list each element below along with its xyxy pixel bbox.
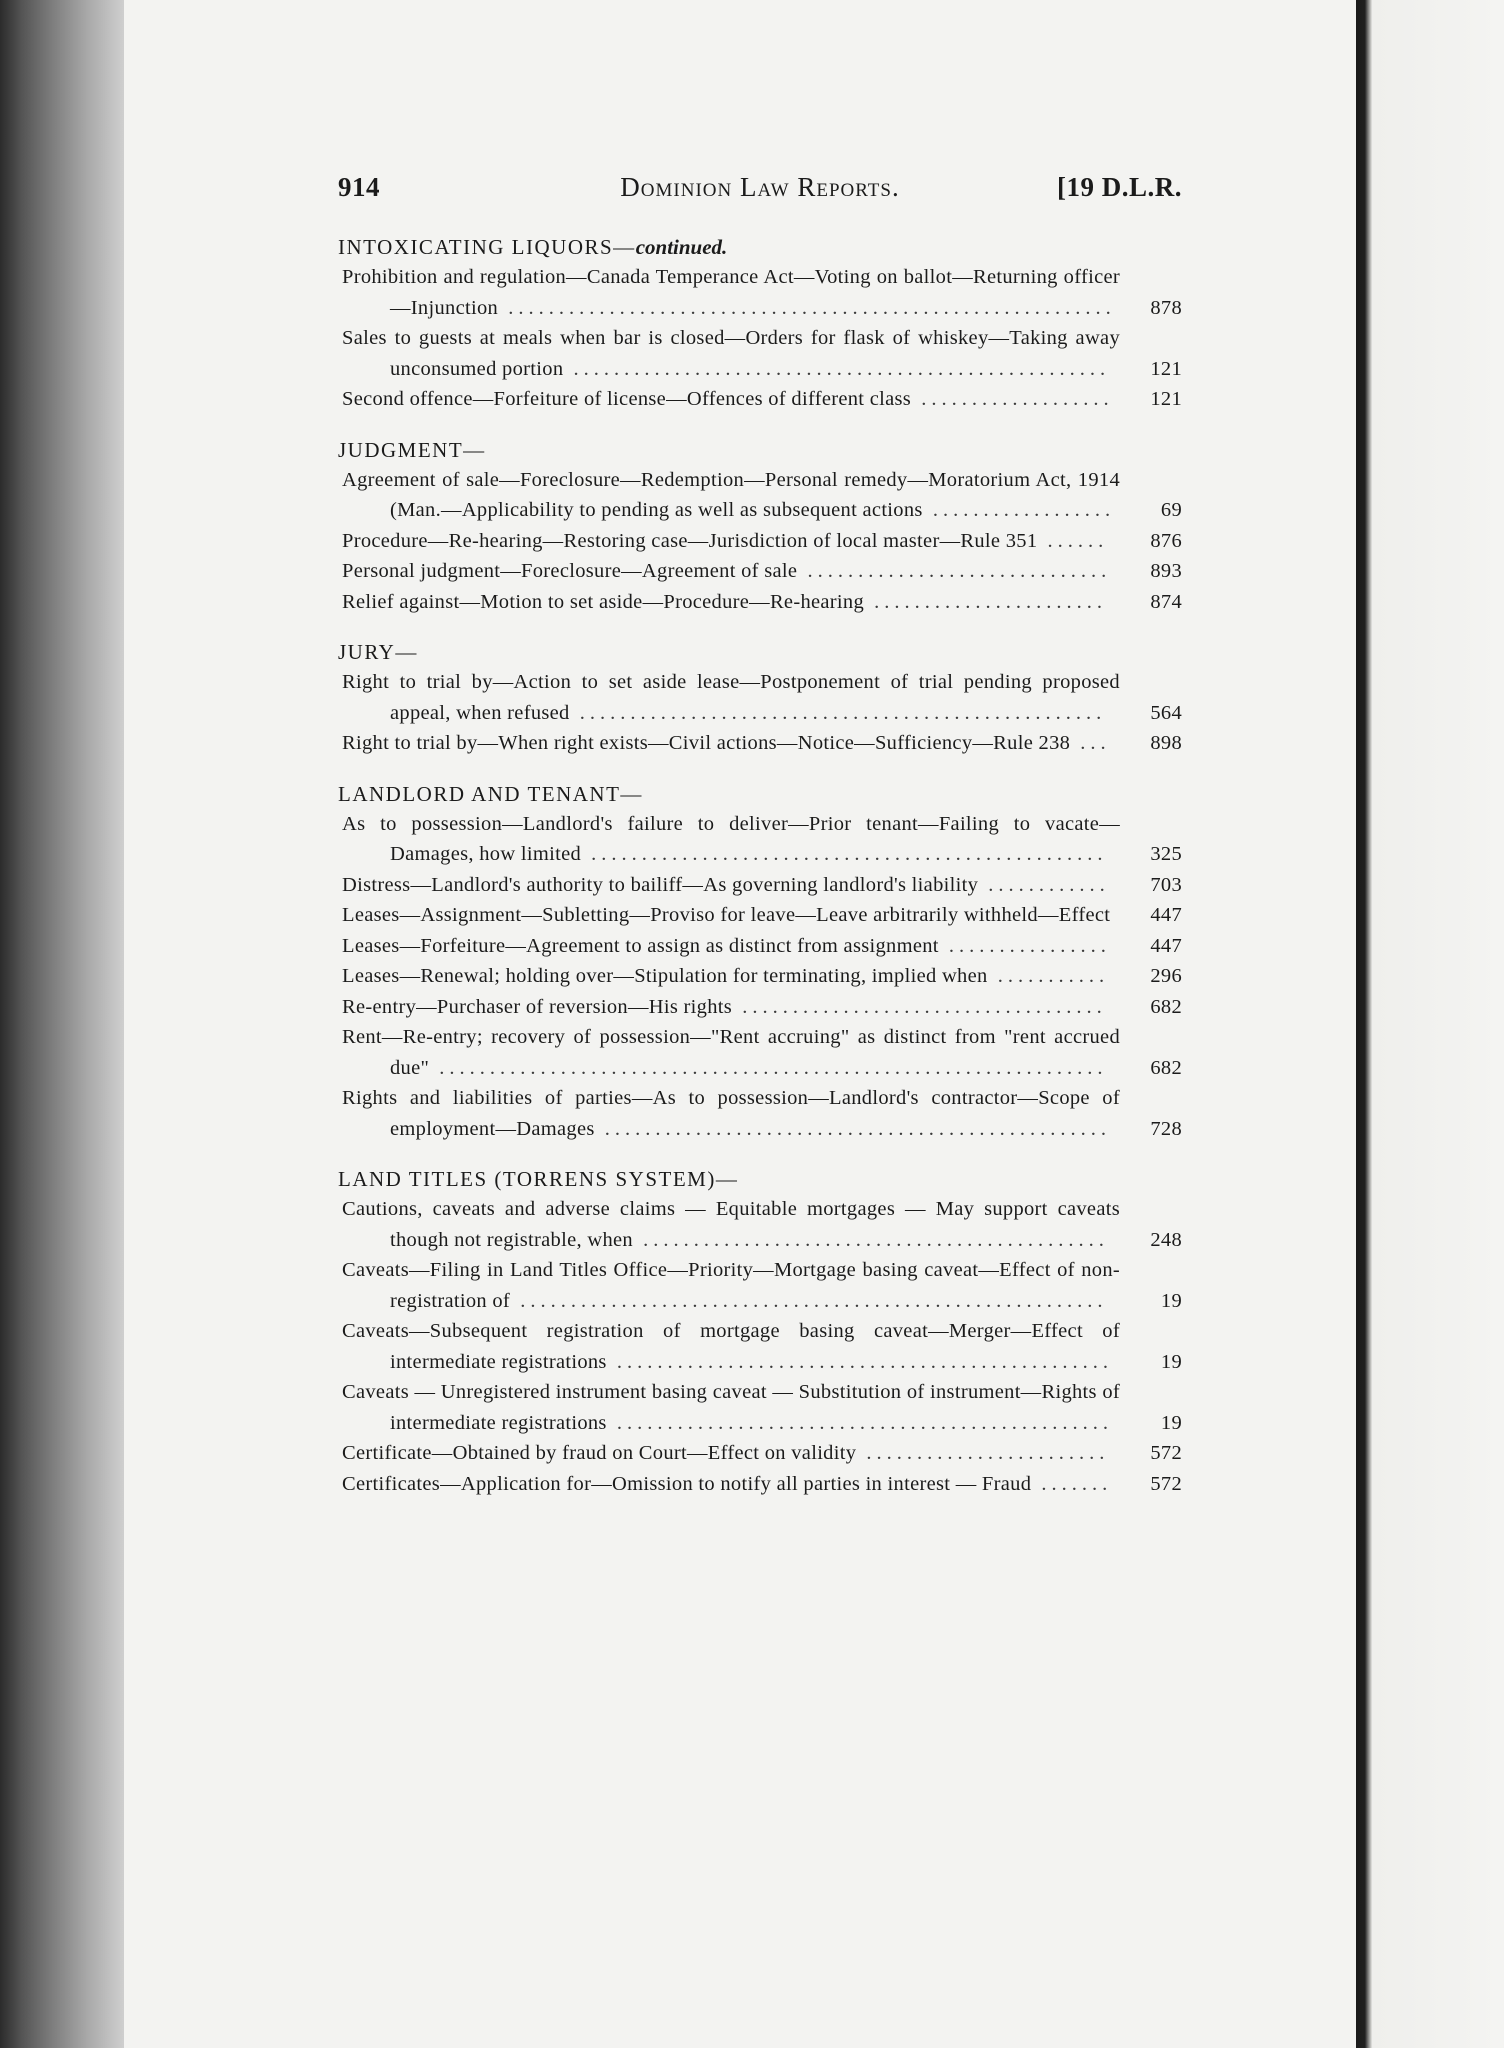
page-number: 914 (338, 172, 380, 202)
index-entry-text: Personal judgment—Foreclosure—Agreement of sale (342, 560, 798, 582)
index-entry-text: Certificates—Application for—Omission to notify all parties in interest — Fraud (342, 1472, 1032, 1495)
dot-leader: .............................. (797, 560, 1112, 582)
index-entry (338, 900, 1182, 931)
index-entry-page: 878 (1150, 296, 1182, 319)
dot-leader: ............ (978, 873, 1110, 896)
index-entry-text: Sales to guests at meals when bar is closed—Orders for flask of whiskey—Taking away unconsumed portion (342, 327, 1120, 380)
section-heading-text: LANDLORD AND TENANT— (338, 781, 643, 806)
index-section (338, 232, 1182, 415)
index-entry (338, 809, 1182, 870)
index-entry-page: 69 (1160, 499, 1182, 521)
index-section (338, 1164, 1182, 1499)
volume-reference: [19 D.L.R. (1057, 172, 1182, 202)
section-heading (338, 232, 1182, 262)
index-entry (338, 728, 1182, 759)
index-entry-text: Right to trial by—When right exists—Civil actions—Notice—Sufficiency—Rule 238 (342, 732, 1071, 754)
index-section (338, 637, 1182, 759)
index-entry-text: Cautions, caveats and adverse claims — Equitable mortgages — May support caveats though not registrable, when (342, 1198, 1120, 1251)
index-entry-page: 121 (1150, 388, 1182, 410)
dot-leader: .................................................... (569, 701, 1107, 724)
index-entry-page: 447 (1150, 904, 1182, 926)
index-entry-text: Second offence—Forfeiture of license—Offences of different class (342, 388, 912, 410)
dot-leader: ................................................. (606, 1411, 1113, 1434)
index-entry (338, 1316, 1182, 1377)
index-section (338, 435, 1182, 618)
index-entry-text: As to possession—Landlord's failure to deliver—Prior tenant—Failing to vacate—Damages, how limited (342, 812, 1120, 865)
index-entry-text: Right to trial by—Action to set aside lease—Postponement of trial pending proposed appeal, when refused (342, 671, 1120, 724)
index-entry (338, 931, 1182, 962)
index-sections (338, 232, 1182, 1499)
dot-leader: .................................................................. (429, 1056, 1108, 1079)
running-title: Dominion Law Reports. (620, 172, 900, 202)
index-entry-page: 19 (1160, 1350, 1182, 1373)
index-entry-page: 447 (1150, 934, 1182, 957)
index-entry-page: 325 (1150, 843, 1182, 865)
index-entry-page: 876 (1150, 529, 1182, 552)
index-entry (338, 667, 1182, 728)
dot-leader: ........... (987, 965, 1110, 987)
dot-leader: ...... (1037, 529, 1109, 552)
index-section (338, 779, 1182, 1145)
dot-leader: ................ (938, 934, 1111, 957)
index-entry (338, 1438, 1182, 1469)
index-page-content (338, 172, 1182, 1499)
section-heading-text: INTOXICATING LIQUORS— (338, 235, 636, 259)
index-entry (338, 323, 1182, 384)
index-entry-text: Distress—Landlord's authority to bailiff—As governing landlord's liability (342, 873, 979, 896)
index-entry-page: 19 (1160, 1411, 1182, 1434)
index-entry (338, 1255, 1182, 1316)
section-heading (338, 435, 1182, 465)
index-entry-text: Certificate—Obtained by fraud on Court—Effect on validity (342, 1442, 857, 1464)
dot-leader: ............................................................ (498, 296, 1116, 319)
index-entry-text: Prohibition and regulation—Canada Temperance Act—Voting on ballot—Returning officer—Injunction (342, 266, 1120, 319)
section-heading (338, 1164, 1182, 1194)
index-entry-text: Re-entry—Purchaser of reversion—His rights (342, 995, 733, 1018)
dot-leader: ....... (1031, 1472, 1113, 1495)
dot-leader: .............................................. (632, 1228, 1109, 1251)
index-entry (338, 384, 1182, 415)
running-header (338, 172, 1182, 212)
index-entry-text: Rights and liabilities of parties—As to possession—Landlord's contractor—Scope of employment—Damages (342, 1087, 1120, 1140)
section-heading-continued: continued. (635, 235, 728, 259)
index-entry-text: Caveats — Unregistered instrument basing caveat — Substitution of instrument—Rights of intermediate registrations (342, 1381, 1120, 1434)
index-entry-text: Caveats—Subsequent registration of mortgage basing caveat—Merger—Effect of intermediate registrations (342, 1320, 1120, 1373)
index-entry (338, 556, 1182, 587)
index-entry-page: 703 (1150, 873, 1182, 896)
index-entry (338, 465, 1182, 526)
dot-leader: ................................................. (606, 1350, 1113, 1373)
index-entry-text: Agreement of sale—Foreclosure—Redemption—Personal remedy—Moratorium Act, 1914 (Man.—Applicability to pending as well as subsequent actions (342, 468, 1120, 521)
index-entry (338, 1022, 1182, 1083)
index-entry-page: 893 (1150, 560, 1182, 582)
index-entry (338, 961, 1182, 992)
section-heading-text: JURY— (338, 640, 418, 664)
index-entry (338, 870, 1182, 901)
index-entry-page: 121 (1150, 357, 1182, 380)
section-heading-text: JUDGMENT— (338, 437, 486, 462)
dot-leader: .......................................................... (510, 1289, 1108, 1312)
dot-leader: ................... (911, 388, 1114, 410)
index-entry-page: 296 (1150, 965, 1182, 987)
dot-leader: .................................................. (594, 1117, 1112, 1140)
index-entry-text: Relief against—Motion to set aside—Procedure—Re-hearing (342, 590, 865, 613)
index-entry-page: 682 (1150, 995, 1182, 1018)
index-entry-page: 682 (1150, 1056, 1182, 1079)
index-entry-text: Leases—Forfeiture—Agreement to assign as distinct from assignment (342, 934, 939, 957)
index-entry-page: 728 (1150, 1117, 1182, 1140)
index-entry-page: 572 (1150, 1442, 1182, 1464)
dot-leader: ........................ (856, 1442, 1110, 1464)
index-entry (338, 587, 1182, 618)
dot-leader: .................................... (732, 995, 1107, 1018)
index-entry (338, 1083, 1182, 1144)
dot-leader: ... (1070, 732, 1111, 754)
index-entry-text: Caveats—Filing in Land Titles Office—Priority—Mortgage basing caveat—Effect of non-registration of (342, 1259, 1120, 1312)
index-entry-text: Leases—Renewal; holding over—Stipulation for terminating, implied when (342, 965, 988, 987)
section-heading (338, 637, 1182, 667)
dot-leader: ..................................................... (563, 357, 1111, 380)
index-entry (338, 1194, 1182, 1255)
index-entry (338, 1469, 1182, 1500)
index-entry-page: 564 (1150, 701, 1182, 724)
index-entry-page: 874 (1150, 590, 1182, 613)
dot-leader: ....................... (864, 590, 1108, 613)
index-entry (338, 1377, 1182, 1438)
index-entry (338, 526, 1182, 557)
index-entry-page: 572 (1150, 1472, 1182, 1495)
index-entry-text: Rent—Re-entry; recovery of possession—"Rent accruing" as distinct from "rent accrued due" (342, 1026, 1120, 1079)
dot-leader: ................................................... (581, 843, 1108, 865)
facing-page-edge (1356, 0, 1504, 2048)
dot-leader: .................. (922, 499, 1116, 521)
book-page-edges (0, 0, 124, 2048)
index-entry (338, 262, 1182, 323)
index-entry-page: 19 (1160, 1289, 1182, 1312)
index-entry-text: Leases—Assignment—Subletting—Proviso for leave—Leave arbitrarily withheld—Effect (342, 904, 1111, 926)
index-entry-text: Procedure—Re-hearing—Restoring case—Jurisdiction of local master—Rule 351 (342, 529, 1038, 552)
index-entry (338, 992, 1182, 1023)
section-heading-text: LAND TITLES (TORRENS SYSTEM)— (338, 1167, 739, 1191)
index-entry-page: 248 (1150, 1228, 1182, 1251)
section-heading (338, 779, 1182, 809)
index-entry-page: 898 (1150, 732, 1182, 754)
